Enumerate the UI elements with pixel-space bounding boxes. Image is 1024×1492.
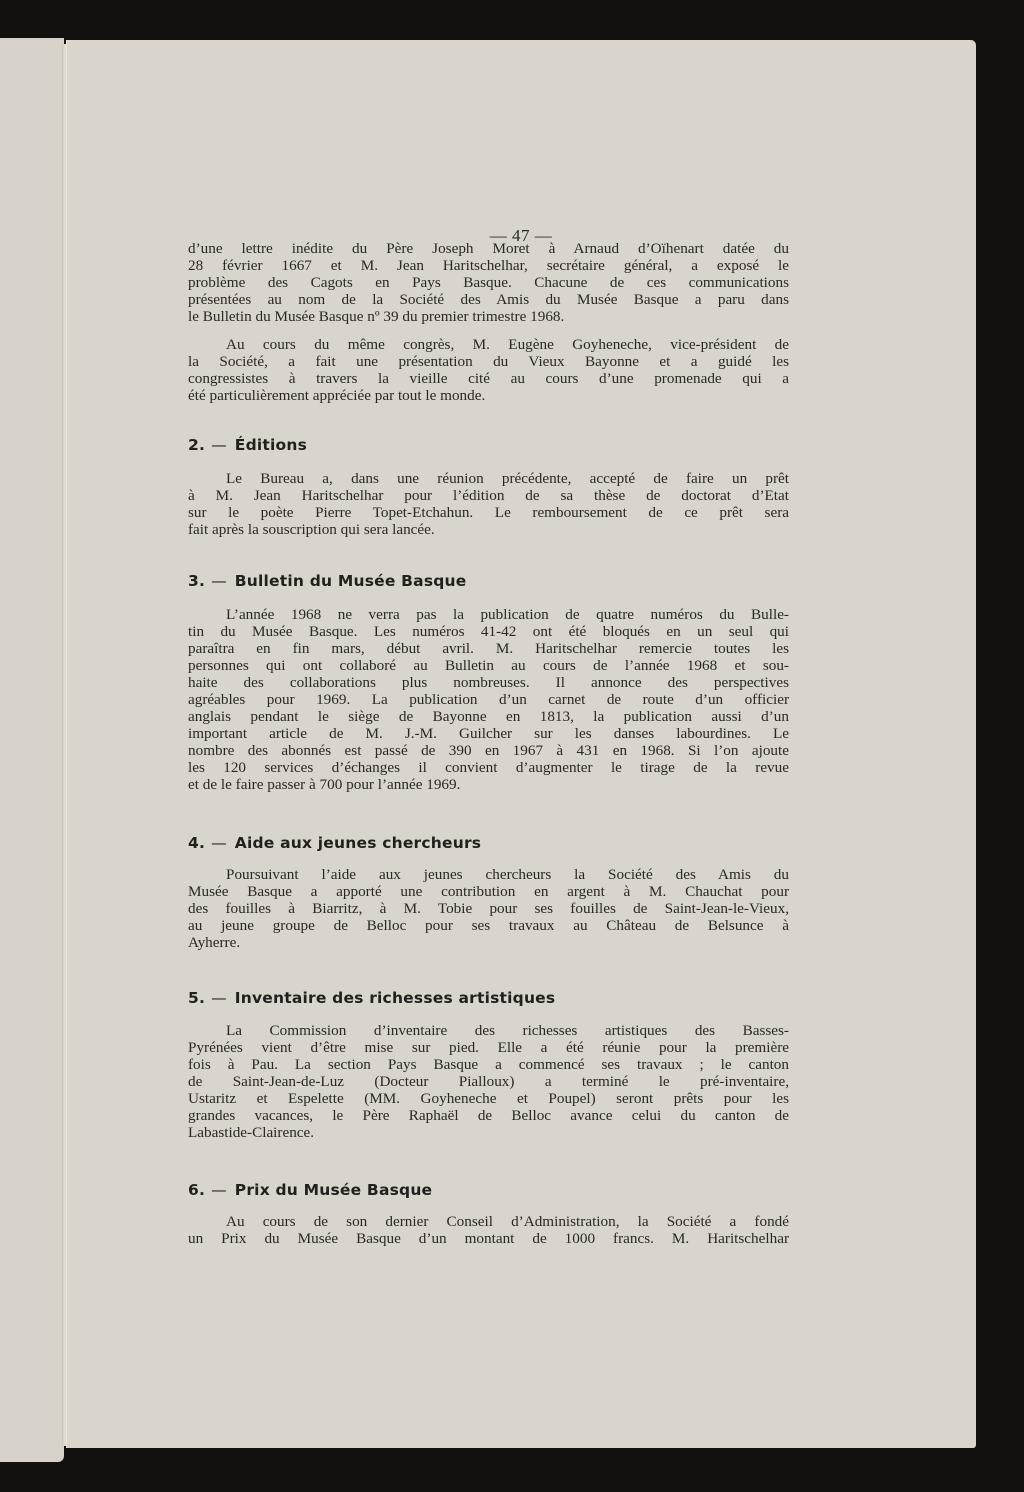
text-line: Ustaritz et Espelette (MM. Goyheneche et Poupel) seront prêts pour les [188, 1090, 789, 1107]
text-line: agréables pour 1969. La publication d’un carnet de route d’un officier [188, 691, 789, 708]
text-line: au jeune groupe de Belloc pour ses travaux au Château de Belsunce à [188, 917, 789, 934]
section-dash: — [211, 436, 227, 454]
text-line: personnes qui ont collaboré au Bulletin au cours de l’année 1968 et sou- [188, 657, 789, 674]
text-line: présentées au nom de la Société des Amis du Musée Basque a paru dans [188, 291, 789, 308]
text-line: anglais pendant le siège de Bayonne en 1813, la publication aussi d’un [188, 708, 789, 725]
text-line: des fouilles à Biarritz, à M. Tobie pour ses fouilles de Saint-Jean-le-Vieux, [188, 900, 789, 917]
text-line: à M. Jean Haritschelhar pour l’édition de sa thèse de doctorat d’Etat [188, 487, 789, 504]
section-number: 4. [188, 834, 206, 852]
text-line: problème des Cagots en Pays Basque. Chacune de ces communications [188, 274, 789, 291]
text-line: paraîtra en fin mars, début avril. M. Haritschelhar remercie toutes les [188, 640, 789, 657]
text-line: été particulièrement appréciée par tout le monde. [188, 387, 486, 404]
text-line: Poursuivant l’aide aux jeunes chercheurs la Société des Amis du [226, 866, 789, 883]
section-heading-inventaire [188, 987, 555, 1009]
text-line: et de le faire passer à 700 pour l’année 1969. [188, 776, 461, 793]
text-line: nombre des abonnés est passé de 390 en 1967 à 431 en 1968. Si l’on ajoute [188, 742, 789, 759]
section-number: 2. [188, 436, 206, 454]
text-line: d’une lettre inédite du Père Joseph Moret à Arnaud d’Oïhenart datée du [188, 240, 789, 257]
section-title: Inventaire des richesses artistiques [234, 989, 556, 1007]
document-page [66, 40, 976, 1448]
section-title: Éditions [234, 436, 308, 454]
text-line: les 120 services d’échanges il convient d’augmenter le tirage de la revue [188, 759, 789, 776]
section-heading-prix [188, 1179, 432, 1201]
text-line: fois à Pau. La section Pays Basque a commencé ses travaux ; le canton [188, 1056, 789, 1073]
text-line: fait après la souscription qui sera lancée. [188, 521, 435, 538]
section-heading-aide [188, 832, 481, 854]
text-line: tin du Musée Basque. Les numéros 41-42 ont été bloqués en un seul qui [188, 623, 789, 640]
text-line: important article de M. J.-M. Guilcher sur les danses labourdines. Le [188, 725, 789, 742]
text-line: Pyrénées vient d’être mise sur pied. Elle a été réunie pour la première [188, 1039, 789, 1056]
text-line: congressistes à travers la vieille cité au cours d’une promenade qui a [188, 370, 789, 387]
facing-page-edge [0, 38, 64, 1462]
section-number: 3. [188, 572, 206, 590]
text-line: La Commission d’inventaire des richesses artistiques des Basses- [226, 1022, 789, 1039]
text-line: 28 février 1667 et M. Jean Haritschelhar, secrétaire général, a exposé le [188, 257, 789, 274]
section-heading-bulletin [188, 570, 467, 592]
text-line: Labastide-Clairence. [188, 1124, 315, 1141]
text-line: sur le poète Pierre Topet-Etchahun. Le remboursement de ce prêt sera [188, 504, 789, 521]
text-line: Au cours de son dernier Conseil d’Administration, la Société a fondé [226, 1213, 789, 1230]
text-line: le Bulletin du Musée Basque nº 39 du premier trimestre 1968. [188, 308, 565, 325]
page-number: — 47 — [489, 226, 553, 245]
section-number: 5. [188, 989, 206, 1007]
text-line: Le Bureau a, dans une réunion précédente, accepté de faire un prêt [226, 470, 789, 487]
text-line: Musée Basque a apporté une contribution en argent à M. Chauchat pour [188, 883, 789, 900]
section-dash: — [211, 989, 227, 1007]
text-line: Ayherre. [188, 934, 241, 951]
text-line: de Saint-Jean-de-Luz (Docteur Pialloux) a terminé le pré-inventaire, [188, 1073, 789, 1090]
section-title: Aide aux jeunes chercheurs [234, 834, 482, 852]
section-title: Bulletin du Musée Basque [234, 572, 467, 590]
section-dash: — [211, 1181, 227, 1199]
text-line: L’année 1968 ne verra pas la publication de quatre numéros du Bulle- [226, 606, 789, 623]
text-line: la Société, a fait une présentation du Vieux Bayonne et a guidé les [188, 353, 789, 370]
section-title: Prix du Musée Basque [234, 1181, 433, 1199]
text-line: grandes vacances, le Père Raphaël de Belloc avance celui du canton de [188, 1107, 789, 1124]
section-dash: — [211, 834, 227, 852]
text-line: Au cours du même congrès, M. Eugène Goyheneche, vice-président de [226, 336, 789, 353]
section-dash: — [211, 572, 227, 590]
text-line: haite des collaborations plus nombreuses. Il annonce des perspectives [188, 674, 789, 691]
section-number: 6. [188, 1181, 206, 1199]
section-heading-editions [188, 434, 307, 456]
text-line: un Prix du Musée Basque d’un montant de 1000 francs. M. Haritschelhar [188, 1230, 789, 1247]
